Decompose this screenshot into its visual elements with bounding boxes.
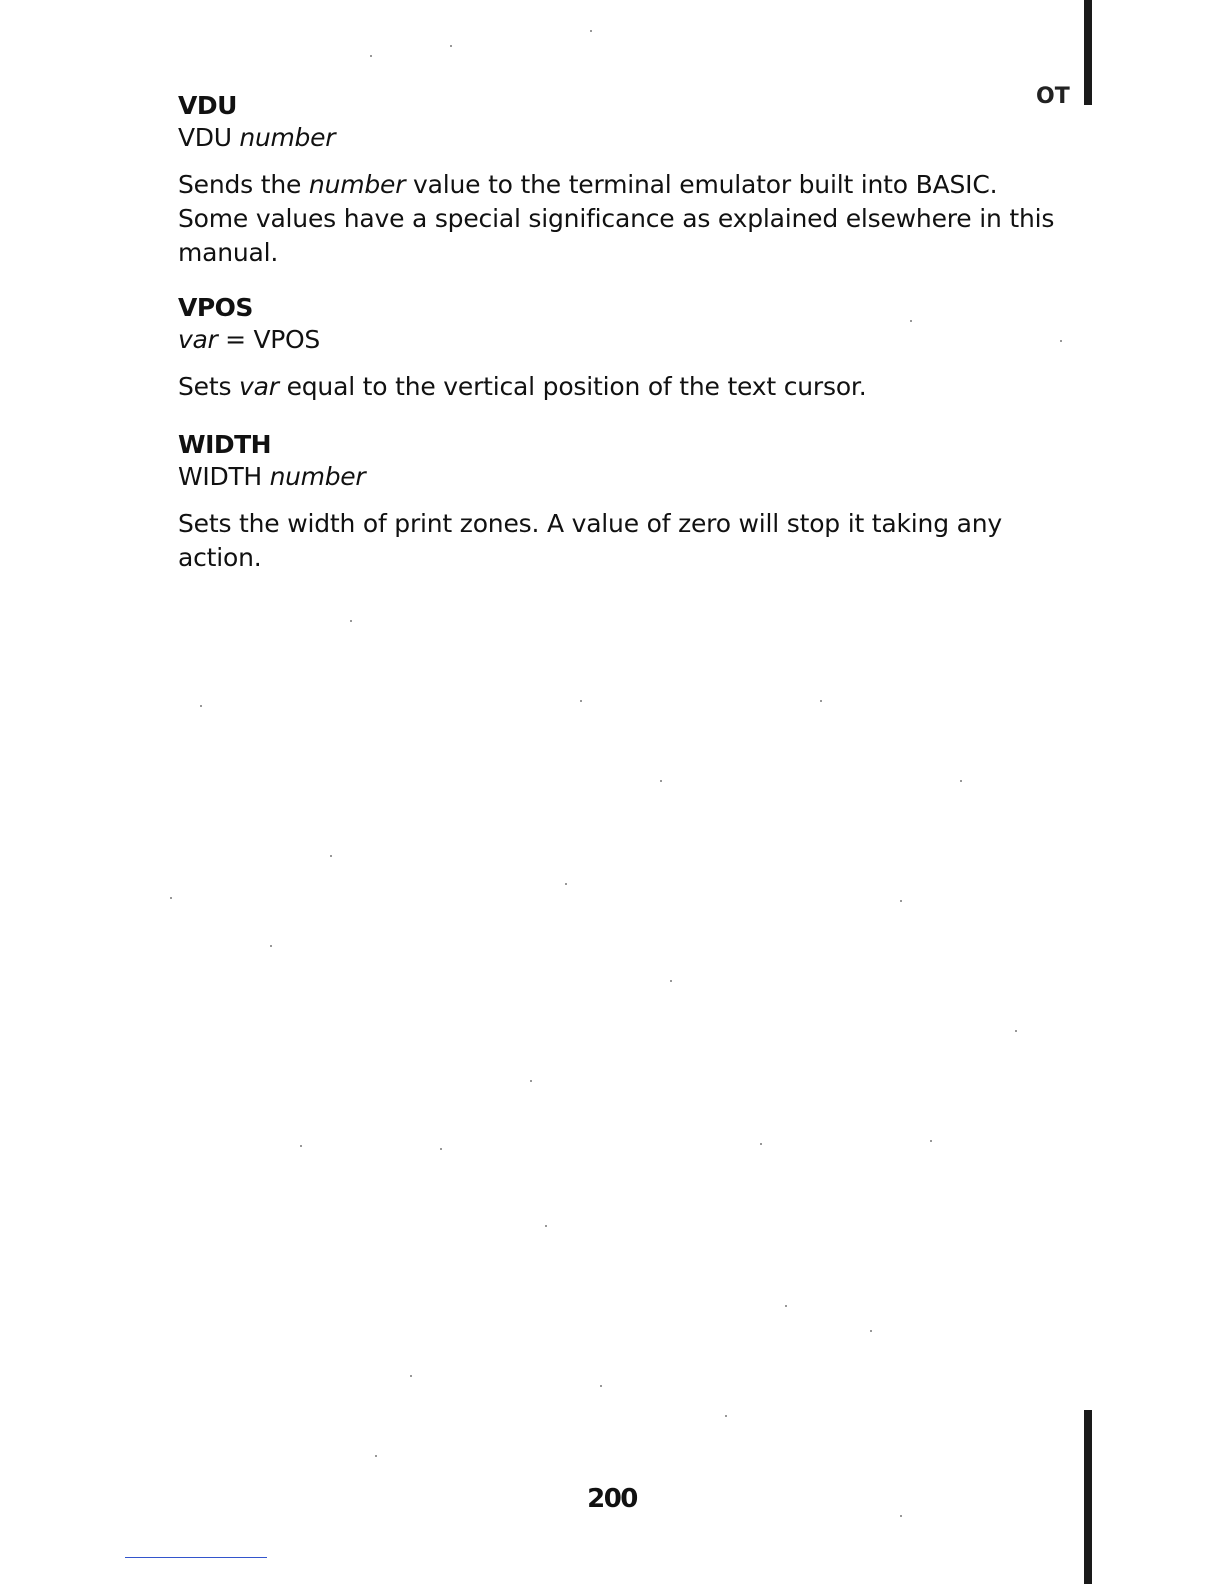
scan-speck: [545, 1225, 547, 1227]
scan-speck: [200, 705, 202, 707]
description: Sets the width of print zones. A value of zero will stop it taking any action.: [178, 509, 1002, 572]
keyword-heading: VPOS: [178, 293, 253, 322]
scan-speck: [375, 1455, 377, 1457]
scan-speck: [600, 1385, 602, 1387]
scan-speck: [580, 700, 582, 702]
keyword-heading: WIDTH: [178, 430, 272, 459]
scan-speck: [760, 1143, 762, 1145]
entry-vdu: [178, 90, 1078, 270]
scan-speck: [670, 980, 672, 982]
keyword-heading: VDU: [178, 91, 237, 120]
entry-width: [178, 429, 1078, 575]
description: Sets var equal to the vertical position of the text cursor.: [178, 372, 867, 401]
scan-speck: [1015, 1030, 1017, 1032]
scan-speck: [565, 883, 567, 885]
scan-speck: [820, 700, 822, 702]
syntax-line: var = VPOS: [178, 325, 320, 354]
scan-speck: [900, 900, 902, 902]
scan-speck: [300, 1145, 302, 1147]
scan-speck: [1060, 340, 1062, 342]
scan-speck: [960, 780, 962, 782]
page-number: 200: [587, 1484, 637, 1514]
scan-speck: [930, 1140, 932, 1142]
footer-rule: [125, 1557, 267, 1558]
scan-speck: [350, 620, 352, 622]
scan-speck: [785, 1305, 787, 1307]
scan-speck: [530, 1080, 532, 1082]
scan-speck: [410, 1375, 412, 1377]
scan-speck: [450, 45, 452, 47]
entry-vpos: [178, 292, 1078, 404]
scan-speck: [330, 855, 332, 857]
scan-speck: [660, 780, 662, 782]
scan-speck: [370, 55, 372, 57]
scan-speck: [440, 1148, 442, 1150]
scan-speck: [590, 30, 592, 32]
corner-mark: OT: [1036, 84, 1070, 109]
scan-edge-top: [1084, 0, 1092, 105]
scan-speck: [900, 1515, 902, 1517]
syntax-line: WIDTH number: [178, 462, 366, 491]
scan-speck: [270, 945, 272, 947]
description: Sends the number value to the terminal emulator built into BASIC. Some values have a special significance as explained elsewhere in this manual.: [178, 170, 1055, 267]
scan-speck: [910, 320, 912, 322]
scan-speck: [170, 897, 172, 899]
scan-speck: [725, 1415, 727, 1417]
syntax-line: VDU number: [178, 123, 336, 152]
scan-speck: [870, 1330, 872, 1332]
